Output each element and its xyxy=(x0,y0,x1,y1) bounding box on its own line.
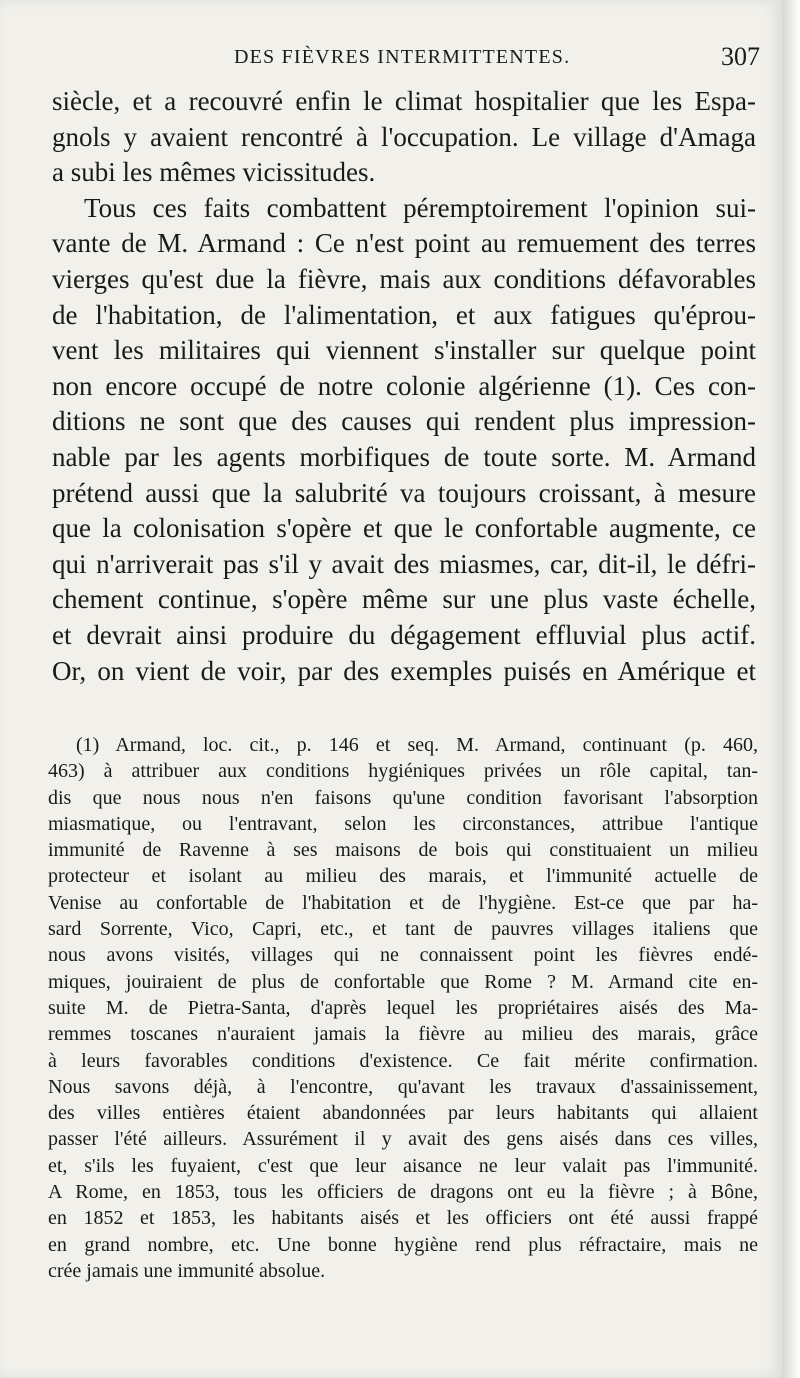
footnote-line: remmes toscanes n'auraient jamais la fièvre au milieu des marais, grâce xyxy=(48,1023,758,1046)
footnote-line: crée jamais une immunité absolue. xyxy=(48,1259,326,1282)
footnote-line: A Rome, en 1853, tous les officiers de dragons ont eu la fièvre ; à Bône, xyxy=(48,1181,758,1204)
footnote-line: protecteur et isolant au milieu des marais, et l'immunité actuelle de xyxy=(48,865,758,888)
text-line: nable par les agents morbifiques de toute sorte. M. Armand xyxy=(52,441,756,472)
footnote-line: à leurs favorables conditions d'existence. Ce fait mérite confirmation. xyxy=(48,1049,758,1072)
running-head xyxy=(48,38,760,78)
footnote-line: Venise au confortable de l'habitation et de l'hygiène. Est-ce que par ha- xyxy=(48,891,758,914)
footnote-line: suite M. de Pietra-Santa, d'après lequel les propriétaires aisés des Ma- xyxy=(48,996,758,1019)
text-line: Tous ces faits combattent péremptoirement l'opinion sui- xyxy=(84,192,756,223)
footnote-line: immunité de Ravenne à ses maisons de bois qui constituaient un milieu xyxy=(48,839,758,862)
text-line: vierges qu'est due la fièvre, mais aux conditions défavorables xyxy=(52,263,756,294)
footnote-line: en grand nombre, etc. Une bonne hygiène rend plus réfractaire, mais ne xyxy=(48,1233,758,1256)
footnote-line: (1) Armand, loc. cit., p. 146 et seq. M. Armand, continuant (p. 460, xyxy=(76,734,758,756)
footnote-line: nous avons visités, villages qui ne connaissent point les fièvres endé- xyxy=(48,944,758,967)
page-edge xyxy=(782,0,800,1378)
footnote-line: passer l'été ailleurs. Assurément il y avait des gens aisés dans ces villes, xyxy=(48,1128,758,1151)
footnote-line: et, s'ils les fuyaient, c'est que leur aisance ne leur valait pas l'immunité. xyxy=(48,1154,758,1177)
text-line: chement continue, s'opère même sur une plus vaste échelle, xyxy=(52,584,756,615)
footnote-line: Nous savons déjà, à l'encontre, qu'avant les travaux d'assainissement, xyxy=(48,1075,758,1098)
text-line: Or, on vient de voir, par des exemples puisés en Amérique et xyxy=(52,655,756,686)
footnote xyxy=(48,732,758,1284)
text-line: prétend aussi que la salubrité va toujours croissant, à mesure xyxy=(52,477,756,508)
footnote-line: 463) à attribuer aux conditions hygiéniques privées un rôle capital, tan- xyxy=(48,760,758,783)
running-title: DES FIÈVRES INTERMITTENTES. xyxy=(234,46,571,68)
text-line: vante de M. Armand : Ce n'est point au remuement des terres xyxy=(52,228,756,259)
page-number: 307 xyxy=(721,42,760,71)
text-line: que la colonisation s'opère et que le confortable augmente, ce xyxy=(52,513,756,544)
text-line: qui n'arriverait pas s'il y avait des miasmes, car, dit-il, le défri- xyxy=(52,548,756,579)
text-line: non encore occupé de notre colonie algérienne (1). Ces con- xyxy=(52,370,756,401)
footnote-line: dis que nous nous n'en faisons qu'une condition favorisant l'absorption xyxy=(48,786,758,809)
text-line: gnols y avaient rencontré à l'occupation. Le village d'Amaga xyxy=(52,121,756,152)
text-line: siècle, et a recouvré enfin le climat hospitalier que les Espa- xyxy=(52,86,756,116)
text-line: et devrait ainsi produire du dégagement effluvial plus actif. xyxy=(52,619,756,650)
text-line: vent les militaires qui viennent s'installer sur quelque point xyxy=(52,335,756,366)
text-line: a subi les mêmes vicissitudes. xyxy=(52,157,376,188)
main-text xyxy=(52,84,756,689)
footnote-line: miques, jouiraient de plus de confortable que Rome ? M. Armand cite en- xyxy=(48,970,758,993)
footnote-line: sard Sorrente, Vico, Capri, etc., et tant de pauvres villages italiens que xyxy=(48,918,758,941)
footnote-line: des villes entières étaient abandonnées par leurs habitants qui allaient xyxy=(48,1102,758,1125)
footnote-line: en 1852 et 1853, les habitants aisés et les officiers ont été aussi frappé xyxy=(48,1207,758,1230)
text-line: ditions ne sont que des causes qui rendent plus impression- xyxy=(52,406,756,437)
text-line: de l'habitation, de l'alimentation, et aux fatigues qu'éprou- xyxy=(52,299,756,330)
footnote-line: miasmatique, ou l'entravant, selon les circonstances, attribue l'antique xyxy=(48,812,758,835)
